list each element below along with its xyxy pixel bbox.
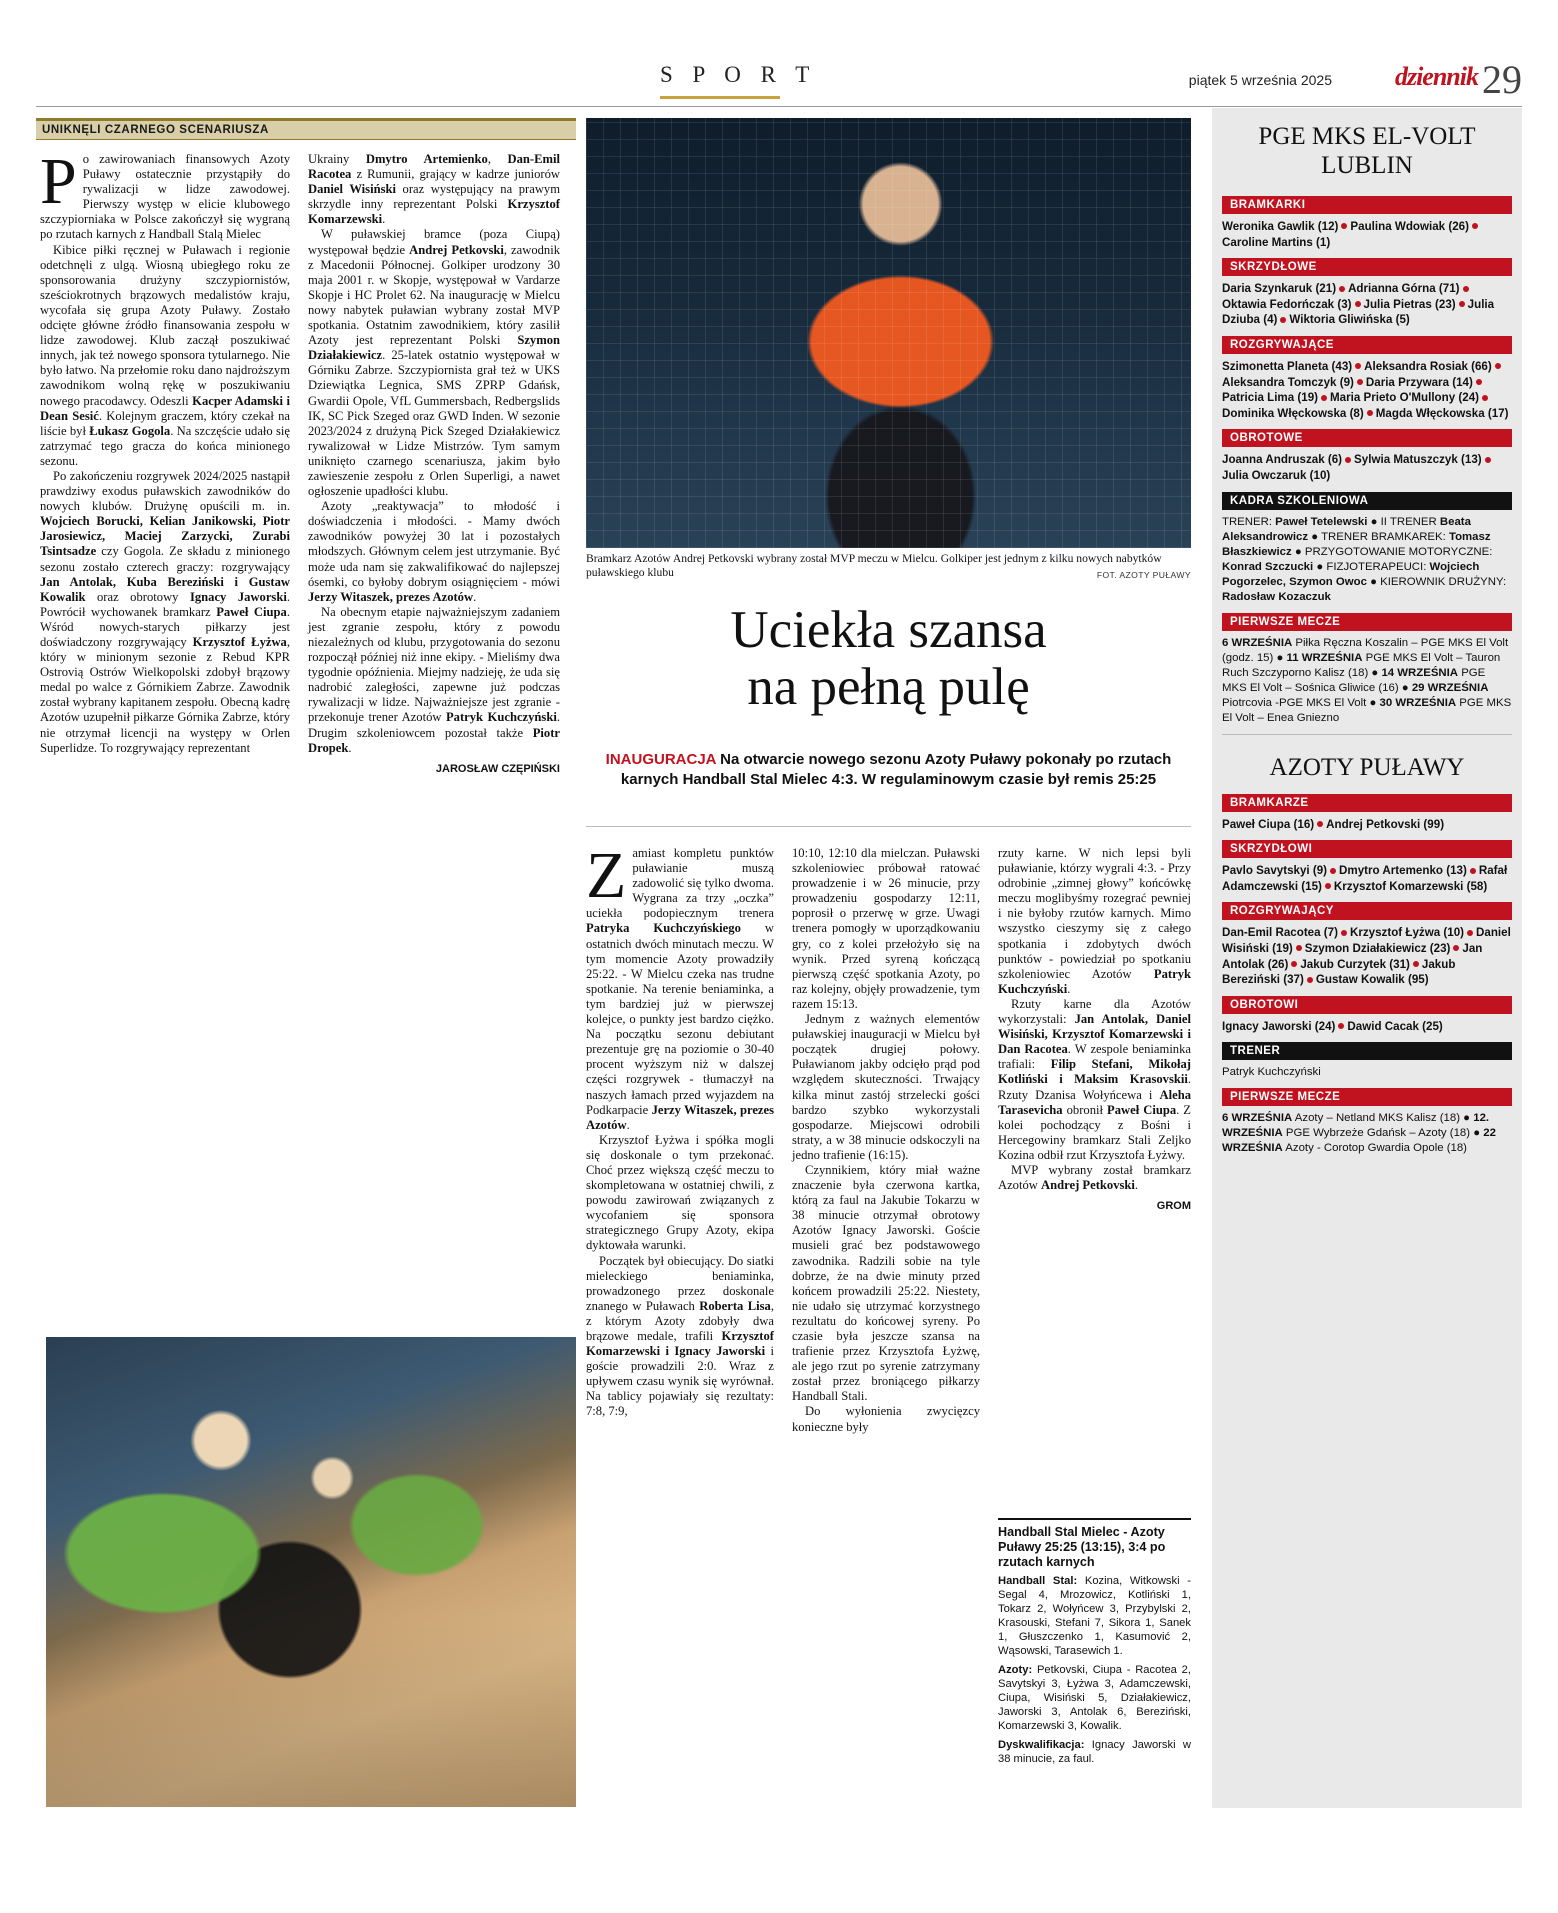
player-name: Joanna Andruszak (6) bbox=[1222, 453, 1343, 467]
paragraph: Na obecnym etapie najważniejszym zadaniem jest zgranie zespołu, który z powodu niezależnych od klubu, przygotowania do sezonu rozpoczął później niż inne ekipy. - Mieliśmy dwa tygodnie opóźnienia. Miejmy nadzieję, że uda się nadrobić zaległości, zapewne już podczas rywalizacji w lidze. Najważniejsze jest zgranie - przekonuje trener Azotów Patryk Kuchczyński. Drugim szkoleniowcem pozostał także Piotr Dropek. bbox=[308, 604, 560, 755]
box-score-stal: Handball Stal: Kozina, Witkowski - Segal 4, Mrozowicz, Kotliński 1, Tokarz 2, Wołyńcew 3, Przybylski 2, Krasouski, Stefani 7, Sikora 1, Sanek 1, Głuszczenko 1, Kasumović 2, Wąsowski, Tarasewich 1. bbox=[998, 1575, 1191, 1657]
player-name: Oktawia Fedorńczak (3) bbox=[1222, 297, 1352, 311]
center-column-1 bbox=[586, 839, 775, 1806]
masthead bbox=[0, 0, 1558, 108]
paragraph: Do wyłonienia zwycięzcy konieczne były bbox=[792, 1404, 980, 1434]
box-score-disqualification: Dyskwalifikacja: Ignacy Jaworski w 38 minucie, za faul. bbox=[998, 1739, 1191, 1765]
photo-credit: FOT. AZOTY PUŁAWY bbox=[1096, 570, 1191, 580]
bullet-dot-icon bbox=[1476, 379, 1482, 385]
roster-section-label: SKRZYDŁOWI bbox=[1222, 840, 1512, 858]
section-title: S P O R T bbox=[660, 62, 817, 87]
player-name: Wiktoria Gliwińska (5) bbox=[1289, 313, 1410, 327]
roster-list bbox=[1222, 863, 1512, 894]
roster-list bbox=[1222, 219, 1512, 250]
team-1-name: PGE MKS EL-VOLT LUBLIN bbox=[1258, 123, 1476, 179]
roster-section-label: SKRZYDŁOWE bbox=[1222, 258, 1512, 276]
headline-line-1: Uciekła szansa bbox=[730, 601, 1047, 659]
coach-name: Patryk Kuchczyński bbox=[1222, 1066, 1321, 1079]
paragraph: Krzysztof Łyżwa i spółka mogli się doskonale o tym przekonać. Choć przez większą część meczu to skompletowana w ostatniej chwili, z powodu zawirowań związanych z wycofaniem się sponsora strategicznego Grupy Azoty, ekipa dyktowała warunki. bbox=[586, 1132, 774, 1253]
handball-action-photo bbox=[46, 1337, 576, 1807]
roster-list bbox=[1222, 1019, 1512, 1035]
masthead-divider bbox=[36, 106, 1522, 107]
coach-label: TRENER bbox=[1222, 1042, 1512, 1060]
bullet-dot-icon bbox=[1472, 223, 1478, 229]
bullet-dot-icon bbox=[1321, 395, 1327, 401]
player-name: Julia Pietras (23) bbox=[1363, 297, 1456, 311]
paragraph: 10:10, 12:10 dla mielczan. Puławski szkoleniowiec próbował ratować prowadzenie i w 26 minucie, przy prowadzeniu gospodarzy 12:11, poprosił o przerwę w grze. Uwagi trenera pomogły w uporządkowaniu gry, co z kolei przełożyło się na wynik. Przed syreną kończącą pierwszą część spotkania Azoty, po raz kolejny, objęły prowadzenie, tym razem 15:13. bbox=[792, 846, 980, 1011]
paragraph: Rzuty karne dla Azotów wykorzystali: Jan Antolak, Daniel Wisiński, Krzysztof Komarzewski i Dan Racotea. W zespole beniaminka trafiali: Filip Stefani, Mikołaj Kotliński i Maksim Krasovskii. Rzuty Dzanisa Wołyńcewa i Aleha Tarasevicha obronił Paweł Ciupa. Z kolei pochodzący z Bośni i Hercegowiny bramkarz Stali Zeljko Kozina odbił rzut Krzysztofa Łyżwy. bbox=[998, 996, 1191, 1162]
paragraph: Azoty „reaktywacja” to młodość i doświadczenia i młodości. - Mamy dwóch zawodników powyżej 30 lat i pozostałych młodszych. Głównym celem jest utrzymanie. Być może uda nam się zakwalifikować do najlepszej ósemki, co byłoby dobrym osiągnięciem - mówi Jerzy Witaszek, prezes Azotów. bbox=[308, 499, 560, 604]
player-name: Dan-Emil Racotea (7) bbox=[1222, 926, 1338, 940]
left-column-2 bbox=[308, 152, 560, 1317]
player-name: Rafał Adamczewski (15) bbox=[1222, 864, 1508, 893]
center-byline: GROM bbox=[1156, 1200, 1191, 1213]
newspaper-logo: dziennik bbox=[1394, 62, 1478, 91]
player-name: Daniel Wisiński (19) bbox=[1222, 926, 1511, 955]
roster-section-label: ROZGRYWAJĄCE bbox=[1222, 336, 1512, 354]
fixtures-label-1: PIERWSZE MECZE bbox=[1222, 613, 1512, 631]
rail-divider bbox=[1222, 734, 1512, 735]
masthead-rule bbox=[660, 96, 780, 99]
bullet-dot-icon bbox=[1467, 930, 1473, 936]
goalkeeper-photo bbox=[586, 118, 1191, 548]
roster-section-label: BRAMKARZE bbox=[1222, 794, 1512, 812]
main-headline bbox=[586, 602, 1191, 716]
player-name: Dominika Włęckowska (8) bbox=[1222, 406, 1364, 420]
bullet-dot-icon bbox=[1330, 868, 1336, 874]
paragraph: Początek był obiecujący. Do siatki mieleckiego beniaminka, prowadzonego przez doskonale znanego w Puławach Roberta Lisa, z którym Azoty zdobyły dwa brązowe medale, trafili Krzysztof Komarzewski i Ignacy Jaworski i goście prowadzili 2:0. Wraz z upływem czasu wynik się wyrównał. Na tablicy pojawiały się rezultaty: 7:8, 7:9, bbox=[586, 1253, 774, 1419]
left-article-banner: UNIKNĘLI CZARNEGO SCENARIUSZA bbox=[36, 118, 576, 140]
player-name: Caroline Martins (1) bbox=[1222, 235, 1331, 249]
bullet-dot-icon bbox=[1338, 1023, 1344, 1029]
fixtures-label-2: PIERWSZE MECZE bbox=[1222, 1088, 1512, 1106]
bullet-dot-icon bbox=[1325, 883, 1331, 889]
box-score-title: Handball Stal Mielec - Azoty Puławy 25:25 (13:15), 3:4 po rzutach karnych bbox=[998, 1525, 1166, 1569]
bullet-dot-icon bbox=[1307, 977, 1313, 983]
bullet-dot-icon bbox=[1482, 395, 1488, 401]
roster-list bbox=[1222, 281, 1512, 328]
player-name: Aleksandra Rosiak (66) bbox=[1364, 359, 1492, 373]
bullet-dot-icon bbox=[1367, 410, 1373, 416]
caption-text: Bramkarz Azotów Andrej Petkovski wybrany został MVP meczu w Mielcu. Golkiper jest jednym z kilku nowych nabytków puławskiego klubu bbox=[586, 552, 1162, 579]
staff-section-label: KADRA SZKOLENIOWA bbox=[1222, 492, 1512, 510]
player-name: Paulina Wdowiak (26) bbox=[1350, 220, 1469, 233]
player-name: Pavlo Savytskyi (9) bbox=[1222, 864, 1328, 878]
bullet-dot-icon bbox=[1317, 821, 1323, 827]
paragraph: Kibice piłki ręcznej w Puławach i regionie odetchnęli z ulgą. Wiosną ubiegłego roku ze sponsorowania drużyny szczypiornistów, sześciokrotnych brązowych medalistów kraju, wycofała się grupa Azoty Puławy. Zostało odcięte główne źródło finansowania zespołu w lidze zawodowej. Klub zaczął poszukiwać innych, jak też nowego sponsora tytularnego. Nie było łatwo. Na przełomie roku dano najdroższym zawodnikom wolną rękę w poszukiwaniu nowego pracodawcy. Odeszli Kacper Adamski i Dean Sesić. Kolejnym graczem, który czekał na liście był Łukasz Gogola. Na szczęście udało się zatrzymać tego gracza do końca minionego sezonu. bbox=[40, 242, 291, 468]
bullet-dot-icon bbox=[1413, 961, 1419, 967]
paragraph: amiast kompletu punktów puławianie muszą zadowolić się tylko dwoma. Wygrana za trzy „oczka” uciekła podopiecznym trenera Patryka Kuchczyńskiego w ostatnich dwóch minutach meczu. W tym momencie Azoty prowadziły 25:22. - W Mielcu czeka nas trudne spotkanie. Na terenie beniaminka, a tym bardziej już w pierwszej kolejce, o punkty jest bardzo ciężko. Na początku sezonu debiutant prezentuje grę na poziomie o 30-40 procent wyższym niż w dalszej części rozgrywek - tłumaczył na naszych łamach przed wyjazdem na Podkarpacie Jerzy Witaszek, prezes Azotów. bbox=[586, 846, 775, 1132]
roster-list bbox=[1222, 452, 1512, 483]
fixtures-list-1: 6 WRZEŚNIA Piłka Ręczna Koszalin – PGE MKS El Volt (godz. 15) ● 11 WRZEŚNIA PGE MKS El Volt – Tauron Ruch Szczyporno Kalisz (18) ● 14 WRZEŚNIA PGE MKS El Volt – Sośnica Gliwice (16) ● 29 WRZEŚNIA Piotrcovia -PGE MKS El Volt ● 30 WRZEŚNIA PGE MKS El Volt – Enea Gniezno bbox=[1222, 636, 1512, 724]
paragraph: o zawirowaniach finansowych Azoty Puławy ostatecznie przystąpiły do rywalizacji w lidze zawodowej. Pierwszy występ w elicie klubowego szczypiorniaka w Polsce zakończył się wygraną po rzutach karnych z Handball Stalą Mielec bbox=[40, 152, 290, 242]
box-score-azoty: Azoty: Petkovski, Ciupa - Racotea 2, Savytskyi 3, Łyżwa 3, Adamczewski, Ciupa, Wisiński 5, Działakiewicz, Jaworski 3, Antolak 6, Bereziński, Komarzewski 3, Kowalik. bbox=[998, 1664, 1191, 1732]
center-divider bbox=[586, 826, 1191, 827]
bullet-dot-icon bbox=[1280, 317, 1286, 323]
article-lead bbox=[586, 750, 1191, 789]
bullet-dot-icon bbox=[1339, 286, 1345, 292]
left-column-1 bbox=[40, 145, 291, 1317]
roster-section-label: ROZGRYWAJĄCY bbox=[1222, 902, 1512, 920]
bullet-dot-icon bbox=[1355, 301, 1361, 307]
roster-section-label: OBROTOWE bbox=[1222, 429, 1512, 447]
player-name: Dawid Cacak (25) bbox=[1347, 1019, 1443, 1033]
bullet-dot-icon bbox=[1355, 363, 1361, 369]
roster-section-label: OBROTOWI bbox=[1222, 996, 1512, 1014]
player-name: Sylwia Matuszczyk (13) bbox=[1354, 453, 1482, 467]
roster-section-label: BRAMKARKI bbox=[1222, 196, 1512, 214]
paragraph: W puławskiej bramce (poza Ciupą) występował będzie Andrej Petkovski, zawodnik z Macedonii Północnej. Golkiper urodzony 30 maja 2001 r. w Skopje, występował w Vardarze Skopje i HC Prolet 62. Na inaugurację w Mielcu nowy nabytek puławian wybrany został MVP spotkania. Ostatnim zawodnikiem, który zasilił Azoty jest reprezentant Polski Szymon Działakiewicz. 25-latek ostatnio występował w Górniku Zabrze. Szczypiornista grał też w UKS Dziewiątka Legnica, SMS ZPRP Gdańsk, Gwardii Opole, VfL Gummersbach, Redbergslids IK, SC Pick Szeged oraz GWD Inden. W sezonie 2023/2024 z drużyną Pick Szeged Działakiewicz rywalizował w Lidze Mistrzów. Tym samym uniknięto czarnego scenariusza, jakim było zawieszenie zespołu z Orlen Superligi, a nawet ogłoszenie upadłości klubu. bbox=[308, 227, 560, 499]
bullet-dot-icon bbox=[1345, 457, 1351, 463]
team-2-name: AZOTY PUŁAWY bbox=[1269, 753, 1465, 781]
box-score bbox=[998, 1518, 1191, 1771]
player-name: Andrej Petkovski (99) bbox=[1326, 817, 1445, 831]
player-name: Maria Prieto O'Mullony (24) bbox=[1330, 391, 1480, 405]
bullet-dot-icon bbox=[1495, 363, 1501, 369]
issue-date: piątek 5 września 2025 bbox=[1188, 72, 1332, 88]
bullet-dot-icon bbox=[1470, 868, 1476, 874]
roster-list bbox=[1222, 925, 1512, 987]
center-column-3 bbox=[998, 846, 1191, 1276]
bullet-dot-icon bbox=[1341, 223, 1347, 229]
rail-roster-2 bbox=[1212, 794, 1522, 1035]
bullet-dot-icon bbox=[1453, 945, 1459, 951]
player-name: Jan Antolak (26) bbox=[1222, 941, 1483, 971]
bullet-dot-icon bbox=[1296, 945, 1302, 951]
photo-caption bbox=[586, 552, 1191, 582]
paragraph: Czynnikiem, który miał ważne znaczenie była czerwona kartka, którą za faul na Jakubie Tokarzu w 38 minucie otrzymał obrotowy Azotów Ignacy Jaworski. Goście musieli grać bez podstawowego zawodnika. Radzili sobie na tyle dobrze, że na dwie minuty przed końcem prowadzili 25:22. Niestety, nie udało się utrzymać korzystnego rezultatu do końcowej syreny. Po czasie była jeszcze szansa na trafienie przez Krzysztofa Łyżwę, ale jego rzut po syrenie zatrzymany został przez broniącego piłkarzy Handball Stali. bbox=[792, 1162, 980, 1404]
player-name: Dmytro Artemenko (13) bbox=[1339, 864, 1467, 878]
player-name: Daria Przywara (14) bbox=[1365, 375, 1473, 389]
player-name: Julia Owczaruk (10) bbox=[1222, 468, 1331, 482]
center-column-2 bbox=[792, 846, 980, 1566]
headline-line-2: na pełną pulę bbox=[747, 658, 1030, 716]
bullet-dot-icon bbox=[1485, 457, 1491, 463]
photo-content bbox=[46, 1337, 576, 1807]
roster-list bbox=[1222, 359, 1512, 421]
player-name: Magda Włęckowska (17) bbox=[1375, 406, 1509, 420]
player-name: Weronika Gawlik (12) bbox=[1222, 220, 1339, 233]
player-name: Daria Szynkaruk (21) bbox=[1222, 282, 1337, 296]
player-name: Paweł Ciupa (16) bbox=[1222, 817, 1315, 831]
paragraph: MVP wybrany został bramkarz Azotów Andrej Petkovski. bbox=[998, 1162, 1191, 1193]
lead-kicker: INAUGURACJA bbox=[605, 751, 716, 768]
drop-cap-2: Z bbox=[586, 839, 627, 912]
rail-team-1-title bbox=[1212, 108, 1522, 188]
player-name: Szymon Działakiewicz (23) bbox=[1304, 941, 1451, 955]
left-article bbox=[36, 118, 576, 140]
right-rail bbox=[1212, 108, 1522, 1808]
paragraph: Jednym z ważnych elementów puławskiej inauguracji w Mielcu był początek drugiej połowy. Puławianom jakby odcięło prąd pod względem skuteczności. Trwający kilka minut zastój strzelecki gości bardzo szybko wykorzystali gospodarze. Miejscowi odrobili straty, a w 38 minucie odskoczyli na jedno trafienie (16:15). bbox=[792, 1012, 980, 1162]
byline: JAROSŁAW CZĘPIŃSKI bbox=[435, 762, 560, 775]
player-name: Patricia Lima (19) bbox=[1222, 391, 1319, 405]
bullet-dot-icon bbox=[1463, 286, 1469, 292]
rail-roster-1 bbox=[1212, 196, 1522, 484]
player-name: Szimonetta Planeta (43) bbox=[1222, 359, 1353, 373]
player-name: Aleksandra Tomczyk (9) bbox=[1222, 375, 1354, 389]
roster-list bbox=[1222, 817, 1512, 833]
bullet-dot-icon bbox=[1459, 301, 1465, 307]
bullet-dot-icon bbox=[1341, 930, 1347, 936]
drop-cap: P bbox=[40, 145, 77, 218]
player-name: Krzysztof Łyżwa (10) bbox=[1349, 926, 1464, 940]
player-name: Jakub Bereziński (37) bbox=[1222, 957, 1456, 987]
staff-list: TRENER: Paweł Tetelewski ● II TRENER Beata Aleksandrowicz ● TRENER BRAMKAREK: Tomasz Błaszkiewicz ● PRZYGOTOWANIE MOTORYCZNE: Konrad Szczucki ● FIZJOTERAPEUCI: Wojciech Pogorzelec, Szymon Owoc ● KIEROWNIK DRUŻYNY: Radosław Kozaczuk bbox=[1222, 515, 1507, 603]
player-name: Krzysztof Komarzewski (58) bbox=[1333, 879, 1488, 893]
rail-team-2-title bbox=[1212, 743, 1522, 786]
player-name: Ignacy Jaworski (24) bbox=[1222, 1019, 1336, 1033]
paragraph: Po zakończeniu rozgrywek 2024/2025 nastąpił prawdziwy exodus puławskich zawodników do nowych klubów. Drużynę opuścili m. in. Wojciech Borucki, Kelian Janikowski, Piotr Jarosiewicz, Maciej Zarzycki, Zurabi Tsintsadze czy Gogola. Ze składu z minionego sezonu zostało czterech graczy: rozgrywający Jan Antolak, Kuba Bereziński i Gustaw Kowalik oraz obrotowy Ignacy Jaworski. Powrócił wychowanek bramkarz Paweł Ciupa. Wśród nowych-starych piłkarzy jest doświadczony rozgrywający Krzysztof Łyżwa, który w minionym sezonie z Rebud KPR Ostrovią Ostrów Wielkopolski zdobył brązowy medal po walce z Górnikiem Zabrze. Zawodnik został wybrany kapitanem zespołu. Obecną kadrę Azotów uzupełnił piłkarze Górnika Zabrze, który nie otrzymał licencji na występy w Orlen Superlidze. To rozgrywający reprezentant bbox=[40, 468, 290, 755]
lead-text: Na otwarcie nowego sezonu Azoty Puławy pokonały po rzutach karnych Handball Stal Mielec 4:3. W regulaminowym czasie był remis 25:25 bbox=[620, 751, 1172, 788]
bullet-dot-icon bbox=[1357, 379, 1363, 385]
player-name: Adrianna Górna (71) bbox=[1348, 282, 1460, 296]
player-name: Jakub Curzytek (31) bbox=[1300, 957, 1410, 971]
bullet-dot-icon bbox=[1291, 961, 1297, 967]
paragraph: Ukrainy Dmytro Artemienko, Dan-Emil Racotea z Rumunii, grający w kadrze juniorów Daniel Wisiński oraz występujący na prawym skrzydle inny reprezentant Polski Krzysztof Komarzewski. bbox=[308, 152, 561, 227]
page-number: 29 bbox=[1482, 57, 1522, 102]
player-name: Julia Dziuba (4) bbox=[1222, 297, 1495, 327]
paragraph: rzuty karne. W nich lepsi byli puławianie, którzy wygrali 4:3. - Przy odrobinie „zimnej głowy” końcówkę meczu moglibyśmy rozegrać pewniej i nie byłoby rzutów karnych. Mimo wszystko cieszymy się z całego spotkania i zdobytych dwóch punktów - powiedział po spotkaniu szkoleniowiec Azotów Patryk Kuchczyński. bbox=[998, 846, 1191, 996]
fixtures-list-2: 6 WRZEŚNIA Azoty – Netland MKS Kalisz (18) ● 12. WRZEŚNIA PGE Wybrzeże Gdańsk – Azoty (18) ● 22 WRZEŚNIA Azoty - Corotop Gwardia Opole (18) bbox=[1222, 1112, 1496, 1155]
player-name: Gustaw Kowalik (95) bbox=[1315, 973, 1429, 987]
